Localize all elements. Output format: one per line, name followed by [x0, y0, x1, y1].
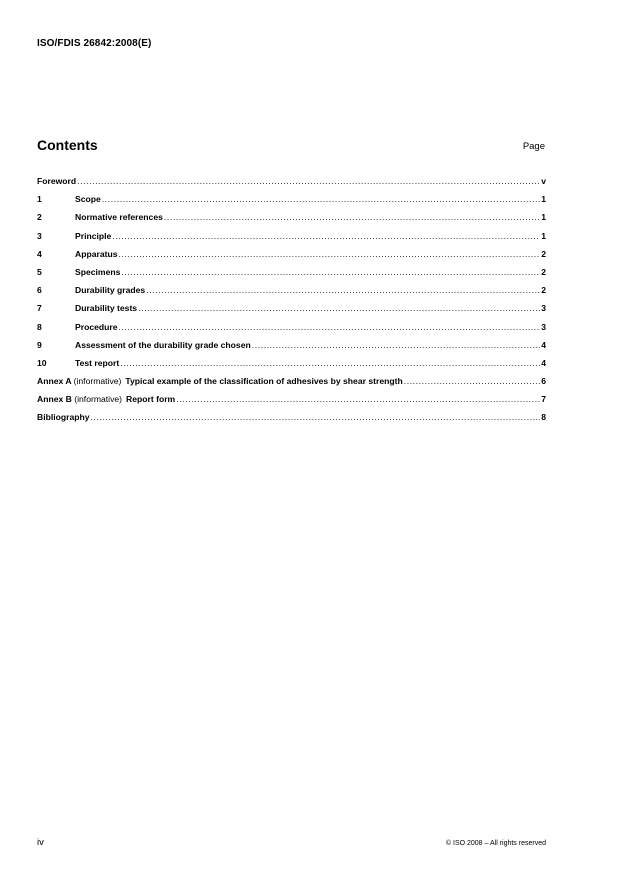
toc-entry-title: Assessment of the durability grade chosen — [75, 339, 251, 350]
toc-entry-bibliography[interactable] — [37, 412, 546, 430]
toc-entry-number: 7 — [37, 303, 42, 314]
toc-entry-specimens[interactable] — [37, 267, 546, 285]
toc-entry-title: Typical example of the classification of adhesives by shear strength — [125, 376, 403, 387]
toc-entry-procedure[interactable] — [37, 322, 546, 340]
annex-letter: Annex A — [37, 376, 72, 387]
toc-entry-title: Procedure — [75, 321, 118, 332]
table-of-contents — [37, 176, 546, 431]
toc-leader-dots — [138, 303, 540, 313]
toc-entry-annex-a[interactable] — [37, 376, 546, 394]
annex-letter: Annex B — [37, 394, 72, 405]
toc-entry-page: 2 — [541, 285, 546, 296]
toc-entry-number: 2 — [37, 212, 42, 223]
toc-entry-page: 3 — [541, 303, 546, 314]
toc-entry-title: Principle — [75, 230, 112, 241]
toc-leader-dots — [121, 267, 540, 277]
toc-entry-number: 3 — [37, 230, 42, 241]
toc-leader-dots — [252, 340, 540, 350]
page-column-label: Page — [522, 141, 545, 152]
toc-entry-title: Normative references — [75, 212, 163, 223]
annex-label — [37, 394, 122, 404]
toc-entry-durability-tests[interactable] — [37, 303, 546, 321]
toc-entry-scope[interactable] — [37, 194, 546, 212]
document-id: ISO/FDIS 26842:2008(E) — [37, 38, 152, 49]
toc-leader-dots — [119, 249, 541, 259]
toc-entry-page: 4 — [541, 339, 546, 350]
toc-entry-page: 1 — [541, 194, 546, 205]
toc-entry-title: Scope — [75, 194, 101, 205]
toc-entry-number: 4 — [37, 248, 42, 259]
toc-leader-dots — [112, 231, 540, 241]
toc-entry-page: 4 — [541, 357, 546, 368]
toc-entry-number: 10 — [37, 357, 47, 368]
toc-entry-assessment[interactable] — [37, 340, 546, 358]
toc-entry-apparatus[interactable] — [37, 249, 546, 267]
toc-leader-dots — [404, 376, 541, 386]
toc-entry-number: 1 — [37, 194, 42, 205]
toc-entry-page: 7 — [541, 394, 546, 405]
toc-entry-title: Foreword — [37, 176, 77, 186]
annex-type: (informative) — [73, 376, 122, 387]
toc-entry-number: 6 — [37, 285, 42, 296]
toc-entry-page: 1 — [541, 212, 546, 223]
toc-entry-title: Report form — [126, 394, 176, 405]
toc-entry-number: 5 — [37, 266, 42, 277]
toc-entry-number: 8 — [37, 321, 42, 332]
toc-entry-title: Specimens — [75, 266, 121, 277]
toc-leader-dots — [120, 358, 540, 368]
toc-leader-dots — [91, 412, 541, 422]
annex-label — [37, 376, 121, 386]
toc-entry-page: 2 — [541, 266, 546, 277]
toc-leader-dots — [119, 322, 541, 332]
toc-entry-page: 3 — [541, 321, 546, 332]
toc-entry-title: Test report — [75, 357, 120, 368]
contents-title: Contents — [37, 137, 98, 153]
annex-type: (informative) — [74, 394, 123, 405]
toc-entry-annex-b[interactable] — [37, 394, 546, 412]
toc-entry-title: Durability tests — [75, 303, 138, 314]
toc-entry-page: 6 — [541, 376, 546, 387]
toc-entry-page: 1 — [541, 230, 546, 241]
page-number: iv — [37, 837, 44, 848]
toc-entry-page: 2 — [541, 248, 546, 259]
toc-entry-title: Bibliography — [37, 412, 90, 423]
toc-leader-dots — [77, 176, 540, 186]
toc-entry-page: 8 — [541, 412, 546, 423]
toc-leader-dots — [164, 212, 540, 222]
toc-leader-dots — [176, 394, 540, 404]
toc-entry-durability-grades[interactable] — [37, 285, 546, 303]
toc-leader-dots — [102, 194, 540, 204]
copyright-notice: © ISO 2008 – All rights reserved — [445, 840, 546, 847]
toc-entry-number: 9 — [37, 339, 42, 350]
toc-entry-title: Durability grades — [75, 285, 146, 296]
toc-entry-principle[interactable] — [37, 231, 546, 249]
toc-entry-foreword[interactable] — [37, 176, 546, 194]
toc-entry-normative-references[interactable] — [37, 212, 546, 230]
toc-entry-page: v — [541, 176, 546, 186]
toc-leader-dots — [146, 285, 540, 295]
toc-entry-test-report[interactable] — [37, 358, 546, 376]
toc-entry-title: Apparatus — [75, 248, 118, 259]
